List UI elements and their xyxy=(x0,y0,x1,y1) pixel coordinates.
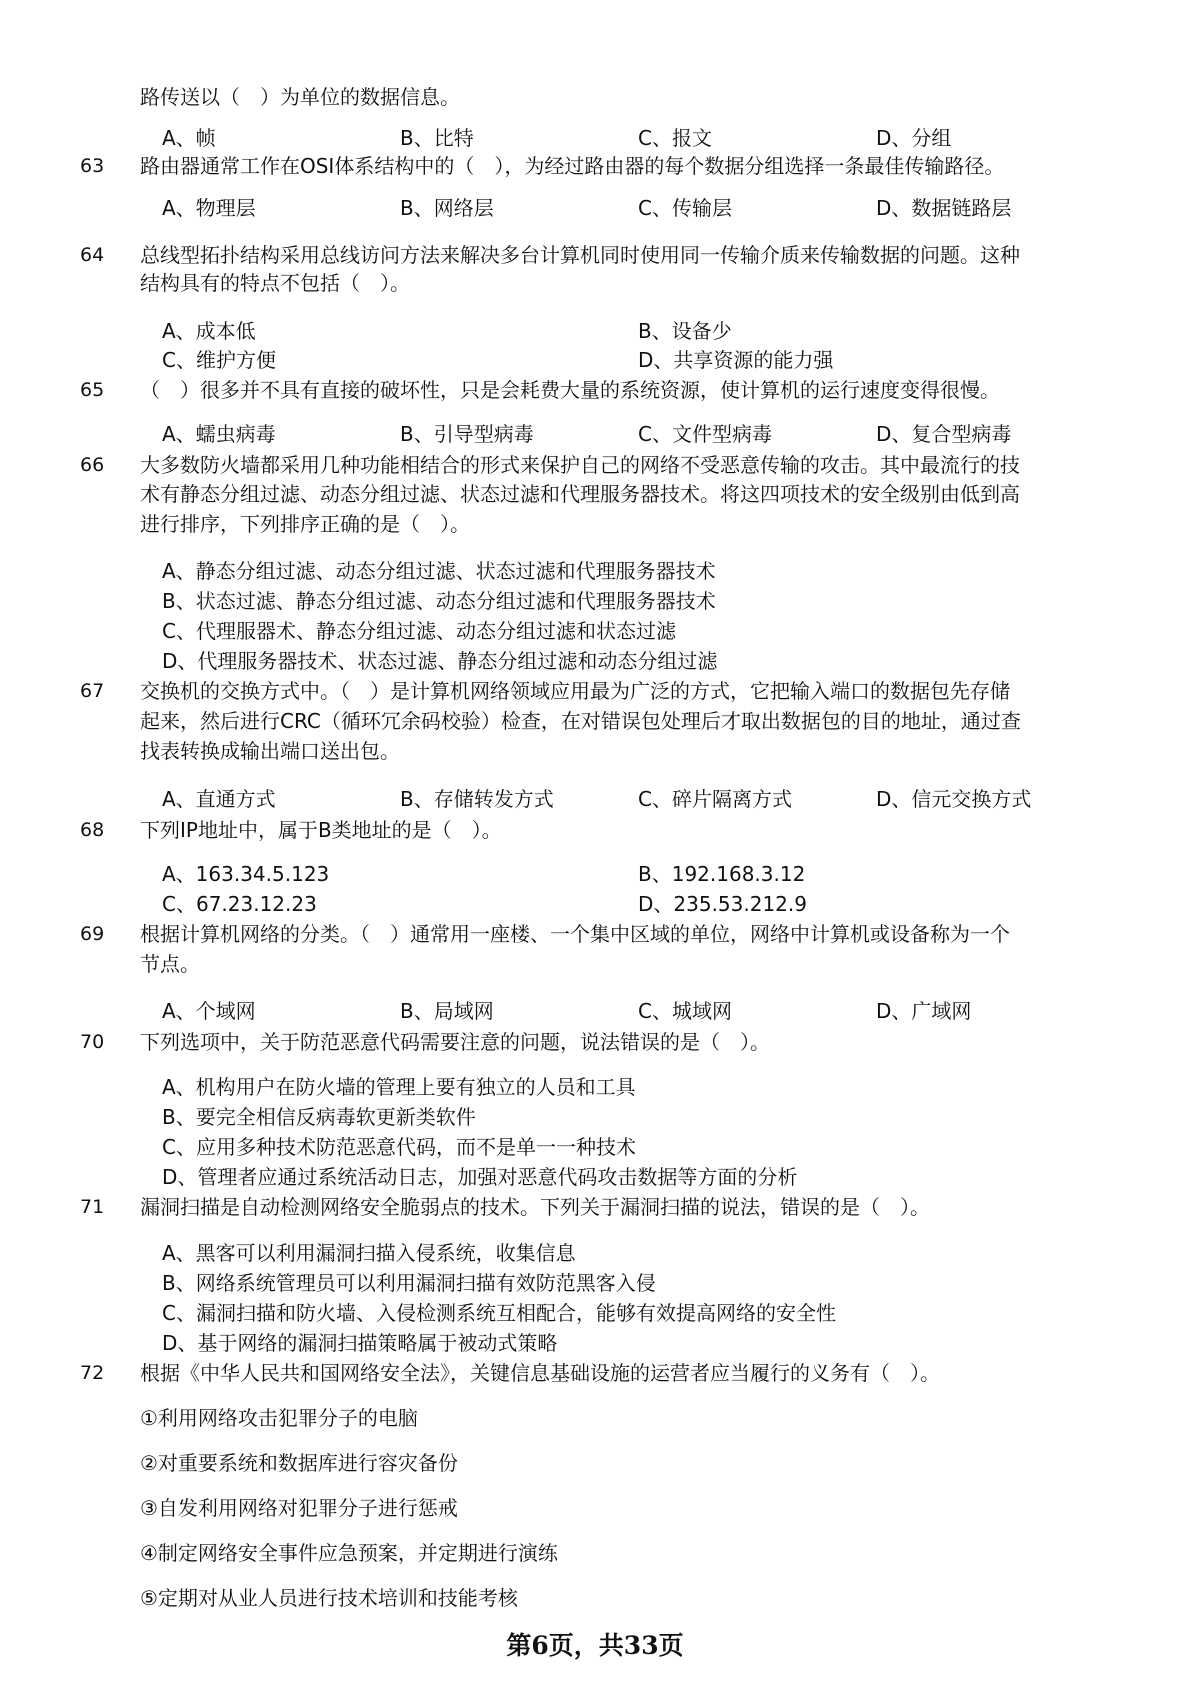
question-69-option-c: C、城域网 xyxy=(638,999,732,1023)
question-69-option-d: D、广域网 xyxy=(876,999,972,1023)
question-72-item-4: ④制定网络安全事件应急预案，并定期进行演练 xyxy=(140,1541,558,1565)
question-67-stem-line-3: 找表转换成输出端口送出包。 xyxy=(140,739,400,763)
question-67-number: 67 xyxy=(80,680,105,702)
question-65-option-a: A、蠕虫病毒 xyxy=(162,422,276,446)
question-66-option-a: A、静态分组过滤、动态分组过滤、状态过滤和代理服务器技术 xyxy=(162,559,716,583)
question-66-option-c: C、代理服器术、静态分组过滤、动态分组过滤和状态过滤 xyxy=(162,619,676,643)
question-66-option-b: B、状态过滤、静态分组过滤、动态分组过滤和代理服务器技术 xyxy=(162,589,716,613)
question-66-option-d: D、代理服务器技术、状态过滤、静态分组过滤和动态分组过滤 xyxy=(162,649,718,673)
question-71-stem: 漏洞扫描是自动检测网络安全脆弱点的技术。下列关于漏洞扫描的说法，错误的是（ ）。 xyxy=(140,1195,930,1219)
question-64-option-c: C、维护方便 xyxy=(162,348,276,372)
question-70-option-a: A、机构用户在防火墙的管理上要有独立的人员和工具 xyxy=(162,1075,636,1099)
question-67-option-a: A、直通方式 xyxy=(162,787,276,811)
question-64-option-d: D、共享资源的能力强 xyxy=(638,348,834,372)
question-68-option-a: A、163.34.5.123 xyxy=(162,862,330,886)
question-65-number: 65 xyxy=(80,379,105,401)
question-66-stem-line-3: 进行排序，下列排序正确的是（ ）。 xyxy=(140,512,470,536)
question-62-option-b: B、比特 xyxy=(400,126,474,150)
question-72-item-1: ①利用网络攻击犯罪分子的电脑 xyxy=(140,1406,418,1430)
question-67-option-d: D、信元交换方式 xyxy=(876,787,1032,811)
question-63-option-c: C、传输层 xyxy=(638,196,732,220)
question-64-option-b: B、设备少 xyxy=(638,319,732,343)
question-65-stem: （ ）很多并不具有直接的破坏性，只是会耗费大量的系统资源，使计算机的运行速度变得很慢。 xyxy=(140,378,1000,402)
question-70-stem: 下列选项中，关于防范恶意代码需要注意的问题，说法错误的是（ ）。 xyxy=(140,1030,770,1054)
question-68-number: 68 xyxy=(80,819,105,841)
question-69-option-b: B、局域网 xyxy=(400,999,494,1023)
question-69-number: 69 xyxy=(80,923,105,945)
question-63-option-d: D、数据链路层 xyxy=(876,196,1012,220)
question-62-option-a: A、帧 xyxy=(162,126,216,150)
question-64-stem-line-1: 总线型拓扑结构采用总线访问方法来解决多台计算机同时使用同一传输介质来传输数据的问题。这种 xyxy=(140,243,1020,267)
question-66-number: 66 xyxy=(80,454,105,476)
question-70-number: 70 xyxy=(80,1031,105,1053)
question-62-option-d: D、分组 xyxy=(876,126,952,150)
question-67-option-b: B、存储转发方式 xyxy=(400,787,554,811)
question-70-option-d: D、管理者应通过系统活动日志，加强对恶意代码攻击数据等方面的分析 xyxy=(162,1165,798,1189)
question-63-stem: 路由器通常工作在OSI体系结构中的（ ），为经过路由器的每个数据分组选择一条最佳传输路径。 xyxy=(140,154,1005,178)
question-66-stem-line-1: 大多数防火墙都采用几种功能相结合的形式来保护自己的网络不受恶意传输的攻击。其中最流行的技 xyxy=(140,453,1020,477)
question-70-option-b: B、要完全相信反病毒软更新类软件 xyxy=(162,1105,476,1129)
question-64-option-a: A、成本低 xyxy=(162,319,256,343)
question-68-option-d: D、235.53.212.9 xyxy=(638,892,807,916)
question-63-number: 63 xyxy=(80,155,105,177)
question-72-number: 72 xyxy=(80,1362,105,1384)
question-67-option-c: C、碎片隔离方式 xyxy=(638,787,792,811)
question-70-option-c: C、应用多种技术防范恶意代码，而不是单一一种技术 xyxy=(162,1135,636,1159)
question-72-item-5: ⑤定期对从业人员进行技术培训和技能考核 xyxy=(140,1586,518,1610)
question-72-item-2: ②对重要系统和数据库进行容灾备份 xyxy=(140,1451,458,1475)
question-65-option-d: D、复合型病毒 xyxy=(876,422,1012,446)
question-71-number: 71 xyxy=(80,1196,105,1218)
question-71-option-b: B、网络系统管理员可以利用漏洞扫描有效防范黑客入侵 xyxy=(162,1271,656,1295)
question-67-stem-line-2: 起来，然后进行CRC（循环冗余码校验）检查，在对错误包处理后才取出数据包的目的地址，通过查 xyxy=(140,709,1021,733)
question-71-option-a: A、黑客可以利用漏洞扫描入侵系统，收集信息 xyxy=(162,1241,576,1265)
question-67-stem-line-1: 交换机的交换方式中。（ ）是计算机网络领域应用最为广泛的方式，它把输入端口的数据包先存储 xyxy=(140,679,1010,703)
question-64-stem-line-2: 结构具有的特点不包括（ ）。 xyxy=(140,271,410,295)
question-62-stem-continued: 路传送以（ ）为单位的数据信息。 xyxy=(140,85,460,109)
question-69-option-a: A、个域网 xyxy=(162,999,256,1023)
question-68-option-c: C、67.23.12.23 xyxy=(162,892,317,916)
question-71-option-c: C、漏洞扫描和防火墙、入侵检测系统互相配合，能够有效提高网络的安全性 xyxy=(162,1301,836,1325)
question-66-stem-line-2: 术有静态分组过滤、动态分组过滤、状态过滤和代理服务器技术。将这四项技术的安全级别由低到高 xyxy=(140,482,1020,506)
question-72-stem: 根据《中华人民共和国网络安全法》，关键信息基础设施的运营者应当履行的义务有（ ）。 xyxy=(140,1361,940,1385)
question-63-option-a: A、物理层 xyxy=(162,196,256,220)
question-63-option-b: B、网络层 xyxy=(400,196,494,220)
question-65-option-b: B、引导型病毒 xyxy=(400,422,534,446)
question-65-option-c: C、文件型病毒 xyxy=(638,422,772,446)
question-69-stem-line-2: 节点。 xyxy=(140,952,200,976)
question-62-option-c: C、报文 xyxy=(638,126,712,150)
question-72-item-3: ③自发利用网络对犯罪分子进行惩戒 xyxy=(140,1496,458,1520)
question-71-option-d: D、基于网络的漏洞扫描策略属于被动式策略 xyxy=(162,1331,558,1355)
page-number-footer: 第6页，共33页 xyxy=(506,1631,684,1660)
question-68-stem: 下列IP地址中，属于B类地址的是（ ）。 xyxy=(140,818,502,842)
question-64-number: 64 xyxy=(80,244,105,266)
question-68-option-b: B、192.168.3.12 xyxy=(638,862,806,886)
question-69-stem-line-1: 根据计算机网络的分类。（ ）通常用一座楼、一个集中区域的单位，网络中计算机或设备称为一个 xyxy=(140,922,1010,946)
